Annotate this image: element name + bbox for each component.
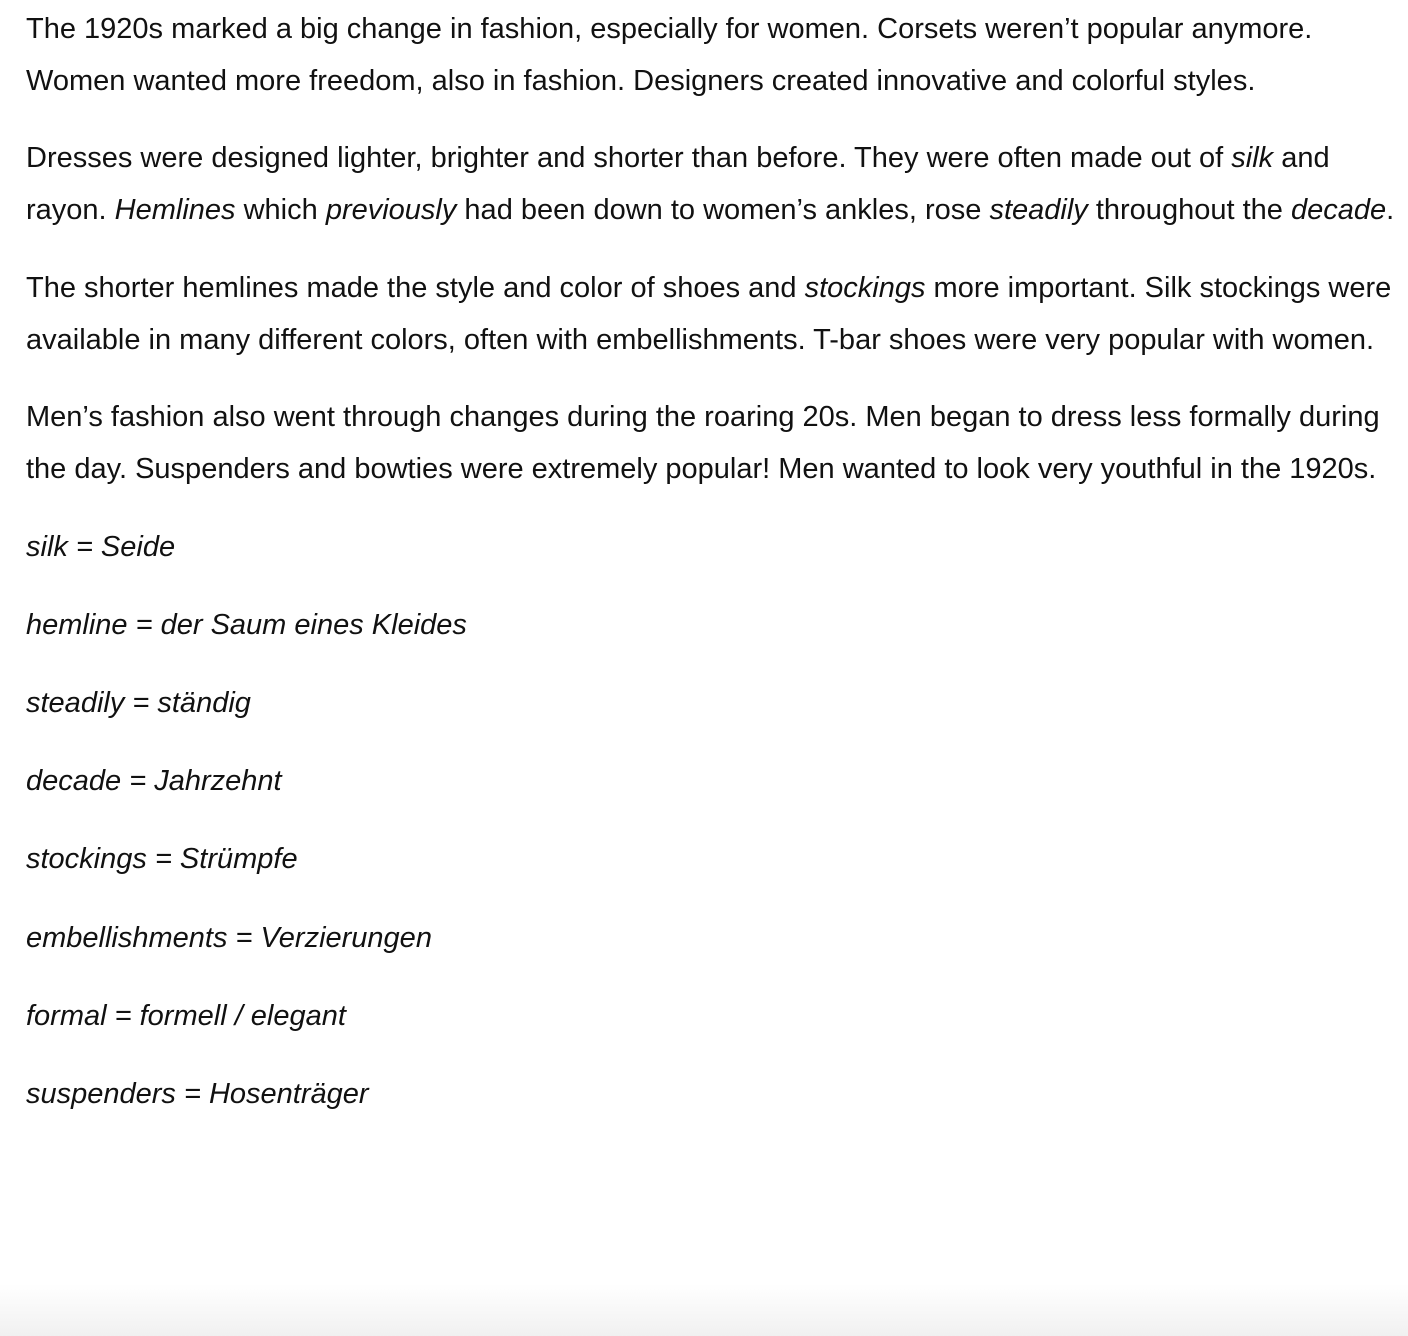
glossary-entry: formal = formell / elegant — [26, 999, 346, 1032]
vocab-term: steadily — [989, 194, 1088, 227]
paragraph-text: . — [1386, 194, 1395, 227]
paragraph-text: and rayon. — [26, 142, 1330, 227]
article-body — [26, 4, 1396, 496]
glossary-entry: embellishments = Verzierungen — [26, 921, 432, 954]
article-paragraph — [26, 392, 1396, 495]
paragraph-text: The shorter hemlines made the style and color of shoes and — [26, 271, 805, 304]
article-paragraph — [26, 263, 1396, 366]
vocab-term: stockings — [804, 271, 926, 304]
glossary-entry: suspenders = Hosenträger — [26, 1078, 369, 1111]
paragraph-text: throughout the — [1087, 194, 1291, 227]
vocabulary-glossary — [26, 522, 1396, 1121]
paragraph-text: Men’s fashion also went through changes during the roaring 20s. Men began to dress less formally during the day. Suspenders and bowties were extremely popular! Men wanted to look very youthful in the 1920s. — [26, 401, 1380, 485]
paragraph-text: Dresses were designed lighter, brighter and shorter than before. They were often made out of — [26, 142, 1232, 175]
glossary-entry: hemline = der Saum eines Kleides — [26, 608, 467, 641]
paragraph-text: more important. Silk stockings were available in many different colors, often with embellishments. T-bar shoes were very popular with women. — [26, 271, 1392, 356]
vocab-term: decade — [1290, 194, 1387, 227]
paragraph-text: had been down to women’s ankles, rose — [456, 194, 990, 227]
article-paragraph — [26, 133, 1396, 236]
glossary-entry: steadily = ständig — [26, 687, 251, 720]
vocab-term: silk — [1231, 142, 1274, 175]
vocab-term: Hemlines — [114, 194, 236, 227]
article-content — [26, 4, 1396, 1147]
paragraph-text: which — [235, 194, 326, 227]
vocab-term: previously — [325, 194, 457, 227]
glossary-entry: decade = Jahrzehnt — [26, 765, 282, 798]
paragraph-text: The 1920s marked a big change in fashion, especially for women. Corsets weren’t popular anymore. Women wanted more freedom, also in fashion. Designers created innovative and colorful styles. — [26, 13, 1313, 97]
scroll-fade — [0, 1284, 1408, 1336]
glossary-entry: silk = Seide — [26, 530, 176, 563]
article-paragraph — [26, 4, 1396, 107]
glossary-entry: stockings = Strümpfe — [26, 843, 298, 876]
